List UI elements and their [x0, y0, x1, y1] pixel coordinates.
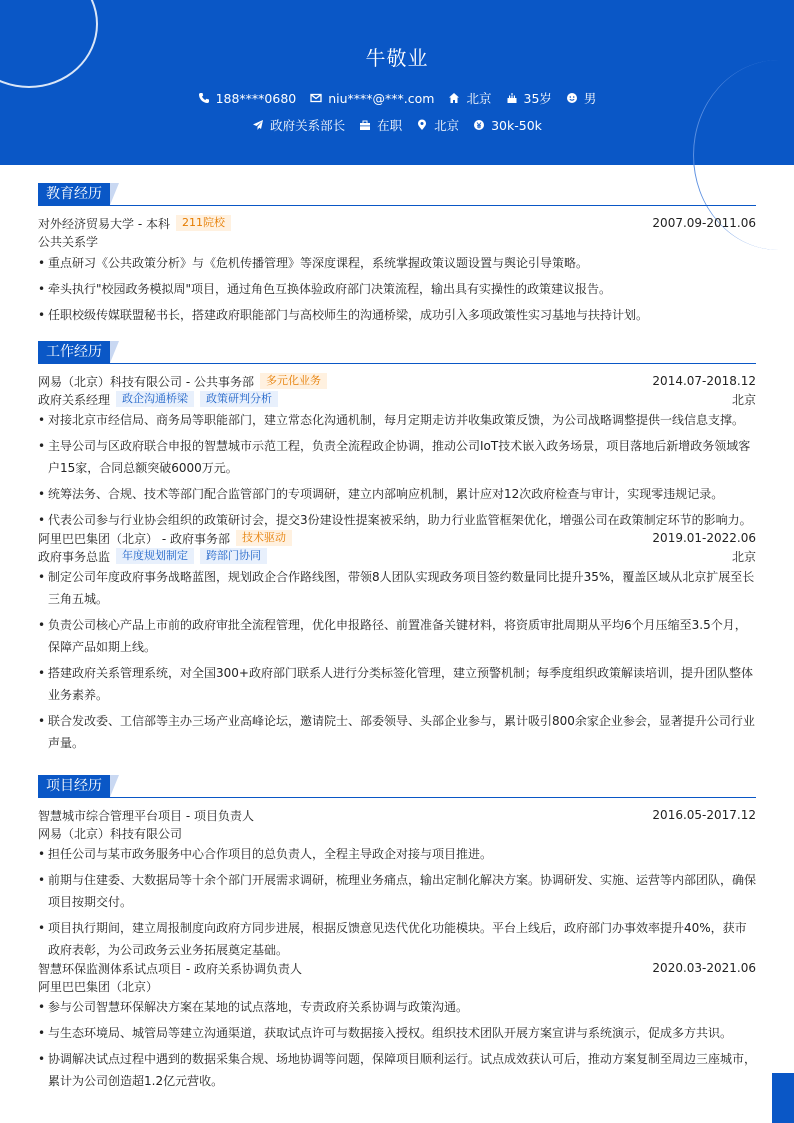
project-org: 网易（北京）科技有限公司: [38, 826, 183, 841]
project-name: 智慧城市综合管理平台项目 - 项目负责人: [38, 808, 254, 823]
list-item: • 参与公司智慧环保解决方案在某地的试点落地，专责政府关系协调与政策沟通。: [38, 996, 756, 1018]
company-name: 阿里巴巴集团（北京） - 政府事务部: [38, 531, 230, 546]
age-text: 35岁: [523, 91, 552, 106]
list-item: • 任职校级传媒联盟秘书长，搭建政府职能部门与高校师生的沟通桥梁，成功引入多项政策性实习基地与扶持计划。: [38, 304, 756, 326]
work-entry-header: [38, 529, 756, 547]
projects-section: [38, 775, 756, 1096]
location-item: [416, 116, 459, 134]
skill-tag: 跨部门协同: [200, 548, 267, 564]
position-text: 政府关系部长: [270, 118, 346, 133]
list-item: • 联合发改委、工信部等主办三场产业高峰论坛，邀请院士、部委领导、头部企业参与，累计吸引800余家企业参会，显著提升公司行业声量。: [38, 710, 756, 754]
project-dates: 2020.03-2021.06: [652, 961, 756, 975]
project-bullets: [38, 843, 756, 961]
section-title: [38, 183, 756, 206]
major-row: [38, 232, 756, 250]
project-org-row: [38, 824, 756, 842]
email-icon: [310, 92, 322, 104]
section-title-text: 工作经历: [38, 341, 110, 363]
phone-text: 188****0680: [215, 90, 297, 106]
skill-tag: 政策研判分析: [200, 391, 278, 407]
project-dates: 2016.05-2017.12: [652, 808, 756, 822]
list-item: • 制定公司年度政府事务战略蓝图，规划政企合作路线图，带领8人团队实现政务项目签约数量同比提升35%，覆盖区域从北京扩展至长三角五城。: [38, 566, 756, 610]
education-entry-header: [38, 214, 756, 232]
job-title: 政府事务总监: [38, 549, 111, 564]
project-bullets: [38, 996, 756, 1092]
project-name: 智慧环保监测体系试点项目 - 政府关系协调负责人: [38, 961, 302, 976]
position-item: [252, 116, 345, 134]
resume-header: [0, 0, 794, 165]
birthday-cake-icon: [506, 92, 518, 104]
company-tag: 技术驱动: [236, 530, 292, 546]
section-title: [38, 775, 756, 798]
gender-item: [566, 89, 597, 107]
list-item: • 负责公司核心产品上市前的政府审批全流程管理，优化申报路径、前置准备关键材料，将资质审批周期从平均6个月压缩至3.5个月，保障产品如期上线。: [38, 614, 756, 658]
job-title-row: [38, 390, 756, 408]
skill-tag: 政企沟通桥梁: [116, 391, 194, 407]
list-item: • 牵头执行"校园政务模拟周"项目，通过角色互换体验政府部门决策流程，输出具有实操性的政策建议报告。: [38, 278, 756, 300]
project-org-row: [38, 977, 756, 995]
work-bullets: [38, 566, 756, 754]
email-item: [310, 89, 434, 107]
job-title: 政府关系经理: [38, 392, 111, 407]
location-text: 北京: [434, 118, 460, 133]
salary-item: [473, 116, 542, 134]
work-section: [38, 341, 756, 758]
project-entry-header: [38, 806, 756, 824]
work-dates: 2019.01-2022.06: [652, 531, 756, 545]
work-entry-header: [38, 372, 756, 390]
briefcase-icon: [359, 119, 371, 131]
list-item: • 主导公司与区政府联合申报的智慧城市示范工程，负责全流程政企协调，推动公司IoT技术嵌入政务场景，项目落地后新增政务领域客户15家，合同总额突破6000万元。: [38, 435, 756, 479]
job-city: 北京: [731, 392, 756, 407]
list-item: • 统筹法务、合规、技术等部门配合监管部门的专项调研，建立内部响应机制，累计应对12次政府检查与审计，实现零违规记录。: [38, 483, 756, 505]
company-name: 网易（北京）科技有限公司 - 公共事务部: [38, 374, 254, 389]
job-title-row: [38, 547, 756, 565]
phone-icon: [198, 92, 210, 104]
decorative-corner-block: [772, 1073, 794, 1123]
list-item: • 代表公司参与行业协会组织的政策研讨会，提交3份建设性提案被采纳，助力行业监管框架优化，增强公司在政策制定环节的影响力。: [38, 509, 756, 531]
location-pin-icon: [416, 119, 428, 131]
money-icon: [473, 119, 485, 131]
education-dates: 2007.09-2011.06: [652, 216, 756, 230]
project-entry-header: [38, 959, 756, 977]
salary-text: 30k-50k: [491, 117, 542, 133]
status-item: [359, 116, 402, 134]
email-text: niu****@***.com: [328, 90, 435, 106]
work-dates: 2014.07-2018.12: [652, 374, 756, 388]
gender-text: 男: [583, 91, 597, 106]
list-item: • 重点研习《公共政策分析》与《危机传播管理》等深度课程，系统掌握政策议题设置与舆论引导策略。: [38, 252, 756, 274]
home-icon: [448, 92, 460, 104]
contact-row: [0, 89, 794, 107]
list-item: • 前期与住建委、大数据局等十余个部门开展需求调研，梳理业务痛点，输出定制化解决方案。协调研发、实施、运营等内部团队，确保项目按期交付。: [38, 869, 756, 913]
list-item: • 搭建政府关系管理系统，对全国300+政府部门联系人进行分类标签化管理，建立预警机制；每季度组织政策解读培训，提升团队整体业务素养。: [38, 662, 756, 706]
paper-plane-icon: [252, 119, 264, 131]
section-title-text: 教育经历: [38, 183, 110, 205]
phone-item: [198, 89, 297, 107]
major: 公共关系学: [38, 234, 99, 249]
section-title: [38, 341, 756, 364]
age-item: [506, 89, 552, 107]
section-title-text: 项目经历: [38, 775, 110, 797]
project-org: 阿里巴巴集团（北京）: [38, 979, 159, 994]
smiley-icon: [566, 92, 578, 104]
job-city: 北京: [731, 549, 756, 564]
status-text: 在职: [377, 118, 403, 133]
city-text: 北京: [466, 91, 492, 106]
company-tag: 多元化业务: [260, 373, 327, 389]
list-item: • 协调解决试点过程中遇到的数据采集合规、场地协调等问题，保障项目顺利运行。试点成效获认可后，推动方案复制至周边三座城市，累计为公司创造超1.2亿元营收。: [38, 1048, 756, 1092]
school-tag: 211院校: [176, 215, 231, 231]
list-item: • 项目执行期间，建立周报制度向政府方同步进展，根据反馈意见迭代优化功能模块。平台上线后，政府部门办事效率提升40%，获市政府表彰，为公司政务云业务拓展奠定基础。: [38, 917, 756, 961]
skill-tag: 年度规划制定: [116, 548, 194, 564]
city-item: [448, 89, 491, 107]
candidate-name: 牛敬业: [365, 46, 429, 70]
education-section: [38, 183, 756, 330]
education-bullets: [38, 252, 756, 326]
list-item: • 与生态环境局、城管局等建立沟通渠道，获取试点许可与数据接入授权。组织技术团队开展方案宣讲与系统演示，促成多方共识。: [38, 1022, 756, 1044]
list-item: • 对接北京市经信局、商务局等职能部门，建立常态化沟通机制，每月定期走访并收集政策反馈，为公司战略调整提供一线信息支撑。: [38, 409, 756, 431]
school-name: 对外经济贸易大学 - 本科: [38, 216, 170, 231]
list-item: • 担任公司与某市政务服务中心合作项目的总负责人，全程主导政企对接与项目推进。: [38, 843, 756, 865]
job-intent-row: [0, 116, 794, 134]
work-bullets: [38, 409, 756, 531]
